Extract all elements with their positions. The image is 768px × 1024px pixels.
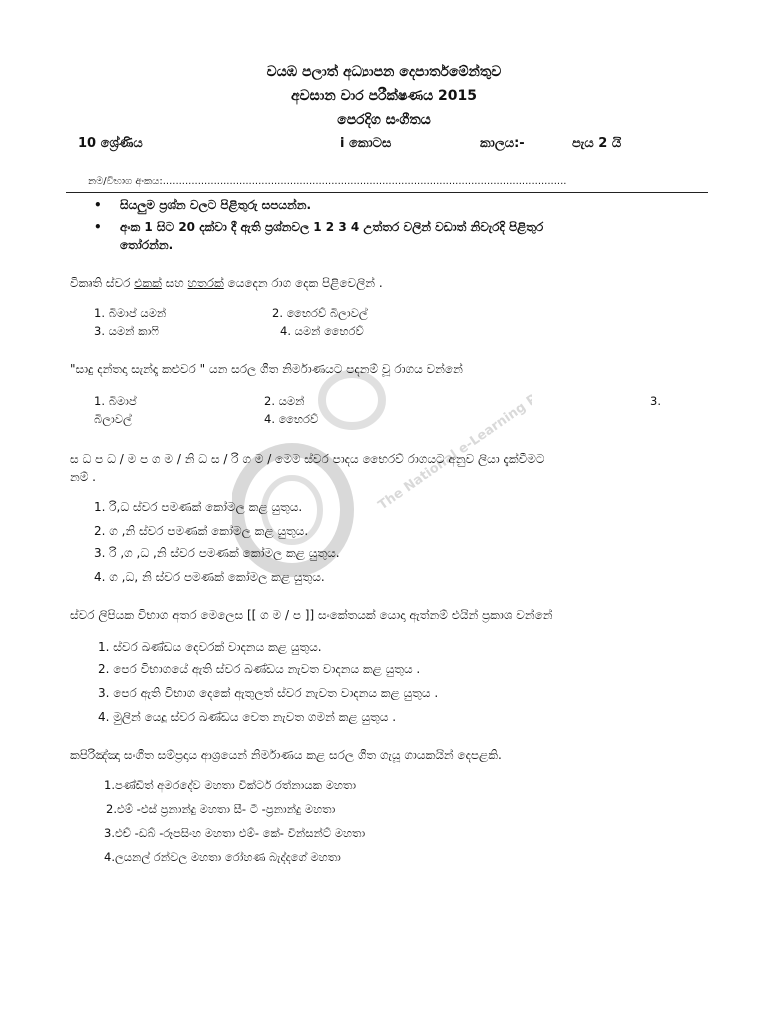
header-subject: පෙරදිග සංගීතය <box>337 112 431 128</box>
q5-option-1: 1.පණ්ඩිත් අමරදේව මහතා වික්ටර් රත්නායක මහතා <box>104 778 357 792</box>
q4-option-1: 1. ස්වර ඛණ්ඩය දෙවරක් වාදනය කළ යුතුය. <box>98 640 322 654</box>
grade-label: 10 ශ්‍රේණිය <box>78 136 143 151</box>
instruction-2: අංක 1 සිට 20 දක්වා දී ඇති ප්‍රශ්නවල 1 2 3 4 උත්තර වලින් වඩාත් නිවැරදි පිළිතුර <box>120 220 544 234</box>
q1-stem-underlined: එකක් <box>134 276 162 290</box>
header-title: වයඹ පලාත් අධ්‍යාපන දෙපාර්තමේන්තුව <box>266 64 502 80</box>
q5-option-3: 3.එච් -ඩබ් -රූපසිංහ මහතා එම්- කේ- වින්සන්ට් මහතා <box>104 826 366 840</box>
q1-stem-part: සහ <box>161 276 188 290</box>
bullet-icon: • <box>94 220 102 234</box>
time-label: කාලය:- <box>480 136 525 151</box>
q1-option-2: 2. භෛරව් බිලාවල් <box>272 306 368 320</box>
q2-option-1: 1. බිමාප් <box>94 394 137 408</box>
instruction-1: සියලුම ප්‍රශ්න වලට පිළිතුරු සපයන්න. <box>120 198 312 212</box>
question-3-stem: ස ධ ප ධ / ම ප ග ම / නි ධ ස / රි ග ම / මෙම ස්වර පාදය භෛරව් රාගයට අනුව ලියා දැක්වීමට <box>70 452 545 466</box>
question-2-stem: "සාදු දන්තදා සැන්දෑ කළුවර " යන සරල ගීත නිර්මාණයට පදනම් වූ රාගය වන්නේ <box>70 362 463 376</box>
question-1-stem <box>70 276 383 291</box>
q5-option-2: 2.එම් -එස් ප්‍රනාන්දු මහතා සී- ටී -ප්‍රනාන්දු මහතා <box>106 802 336 816</box>
q3-option-4: 4. ග ,ධ, නි ස්වර පමණක් කෝමල කළ යුතුය. <box>94 570 325 584</box>
part-label: i කොටස <box>340 136 392 151</box>
q3-option-3: 3. රි ,ග ,ධ ,නි ස්වර පමණක් කෝමල කළ යුතුය. <box>94 546 340 560</box>
q4-option-2: 2. පෙර විභාගයේ ඇති ස්වර ඛණ්ඩය නැවත වාදනය කළ යුතුය . <box>98 662 421 676</box>
name-index-line: නම/විභාග අංකය:............................................................................................................................... <box>88 176 567 187</box>
q1-option-1: 1. බිමාප් යමන් <box>94 306 167 320</box>
q2-option-3-text: බිලාවල් <box>94 412 132 426</box>
question-3-stem-cont: නම් . <box>70 470 97 484</box>
q1-stem-part: විකෘති ස්වර <box>70 276 135 290</box>
q5-option-4: 4.ලයනල් රන්වල මහතා රෝහණ බැද්දගේ මහතා <box>104 850 341 864</box>
header-divider <box>66 192 708 193</box>
q1-stem-part: යෙදෙන රාග දෙක පිළිවෙලින් . <box>223 276 383 290</box>
q4-option-3: 3. පෙර ඇති විභාග දෙකේ ඇතුලත් ස්වර නැවත වාදනය කළ යුතුය . <box>98 686 439 700</box>
q3-option-2: 2. ග ,නි ස්වර පමණක් කෝමල කළ යුතුය. <box>94 524 309 538</box>
watermark-text: The National e-Learning Portal <box>375 371 532 514</box>
header-subtitle: අවසාන වාර පරීක්ෂණය 2015 <box>290 88 477 104</box>
q2-option-3: 3. <box>650 394 661 408</box>
q1-stem-underlined: හතරක් <box>187 276 224 290</box>
question-4-stem: ස්වර ලිපියක විභාග අතර මෙලෙස [[ ග ම / ප ]] සංකේතයක් යොදා ඇත්නම් එයින් ප්‍රකාශ වන්නේ <box>70 608 553 622</box>
q3-option-1: 1. රි,ධ ස්වර පමණක් කෝමල කළ යුතුය. <box>94 500 303 514</box>
q4-option-4: 4. මුලින් යෙදූ ස්වර ඛණ්ඩය වෙත නැවත ගමන් කළ යුතුය . <box>98 710 397 724</box>
q1-option-4: 4. යමන් භෛරව් <box>280 324 364 338</box>
q2-option-4: 4. භෛරව් <box>264 412 319 426</box>
q1-option-3: 3. යමන් කාෆි <box>94 324 160 338</box>
bullet-icon: • <box>94 198 102 212</box>
question-5-stem: කපිරිඤ්ඤා සංගීත සම්ප්‍රදාය ආශ්‍රයෙන් නිර්මාණය කළ සරල ගීත ගැයූ ගායකයින් දෙපළකි. <box>70 748 502 762</box>
q2-option-2: 2. යමන් <box>264 394 305 408</box>
time-value: පැය 2 යි <box>572 136 622 151</box>
instruction-2-cont: තෝරන්න. <box>120 238 174 252</box>
